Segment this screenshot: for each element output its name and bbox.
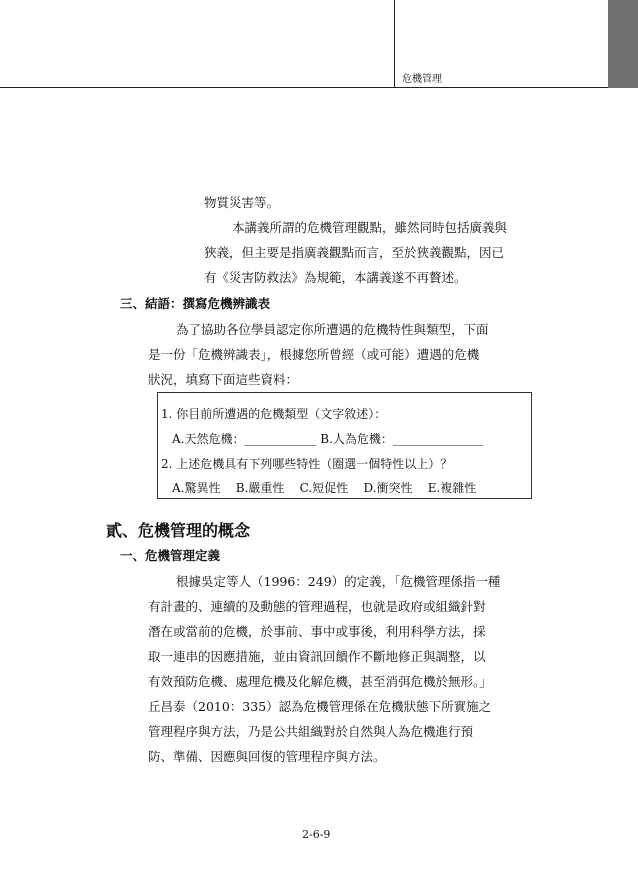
form-question-1-options: A.天然危機：____________ B.人為危機：_______________ [172, 432, 483, 446]
form-question-2-options: A.驚異性 B.嚴重性 C.短促性 D.衝突性 E.複雜性 [172, 481, 477, 495]
section-3-line-3: 狀況，填寫下面這些資料： [148, 372, 299, 387]
subsection-1-heading: 一、危機管理定義 [120, 548, 221, 563]
section-3-line-2: 是一份「危機辨識表」，根據您所曾經（或可能）遭遇的危機 [148, 347, 480, 362]
definition-line-6: 丘昌泰（2010：335）認為危機管理係在危機狀態下所實施之 [148, 699, 492, 714]
definition-line-8: 防、準備、因應與回復的管理程序與方法。 [148, 749, 386, 764]
intro-line-1: 物質災害等。 [204, 195, 280, 210]
intro-line-2: 本講義所謂的危機管理觀點，雖然同時包括廣義與 [232, 220, 508, 235]
section-3-heading: 三、結語：撰寫危機辨識表 [120, 296, 271, 311]
header-tab-bar [608, 0, 638, 88]
definition-line-3: 潛在或當前的危機，於事前、事中或事後，利用科學方法，採 [148, 624, 486, 639]
page-number: 2-6-9 [302, 828, 331, 841]
part-2-heading: 貳、危機管理的概念 [106, 521, 251, 540]
definition-line-1: 根據吳定等人（1996：249）的定義，「危機管理係指一種 [176, 574, 501, 589]
header-divider-vertical [394, 0, 395, 88]
section-3-line-1: 為了協助各位學員認定你所遭遇的危機特性與類型，下面 [176, 322, 489, 337]
header-rule [0, 87, 638, 88]
definition-line-2: 有計畫的、連續的及動態的管理過程，也就是政府或組織針對 [148, 599, 486, 614]
definition-line-5: 有效預防危機、處理危機及化解危機，甚至消弭危機於無形。」 [148, 674, 492, 689]
intro-line-4: 有《災害防救法》為規範，本講義遂不再贅述。 [204, 270, 467, 285]
running-header-title: 危機管理 [402, 74, 442, 85]
form-question-2: 2. 上述危機具有下列哪些特性（圈選一個特性以上）？ [161, 457, 453, 471]
intro-line-3: 狹義，但主要是指廣義觀點而言，至於狹義觀點，因已 [204, 245, 505, 260]
form-question-1: 1. 你目前所遭遇的危機類型（文字敘述）： [161, 407, 387, 421]
definition-line-4: 取一連串的因應措施，並由資訊回饋作不斷地修正與調整，以 [148, 649, 486, 664]
definition-line-7: 管理程序與方法，乃是公共組織對於自然與人為危機進行預 [148, 724, 474, 739]
